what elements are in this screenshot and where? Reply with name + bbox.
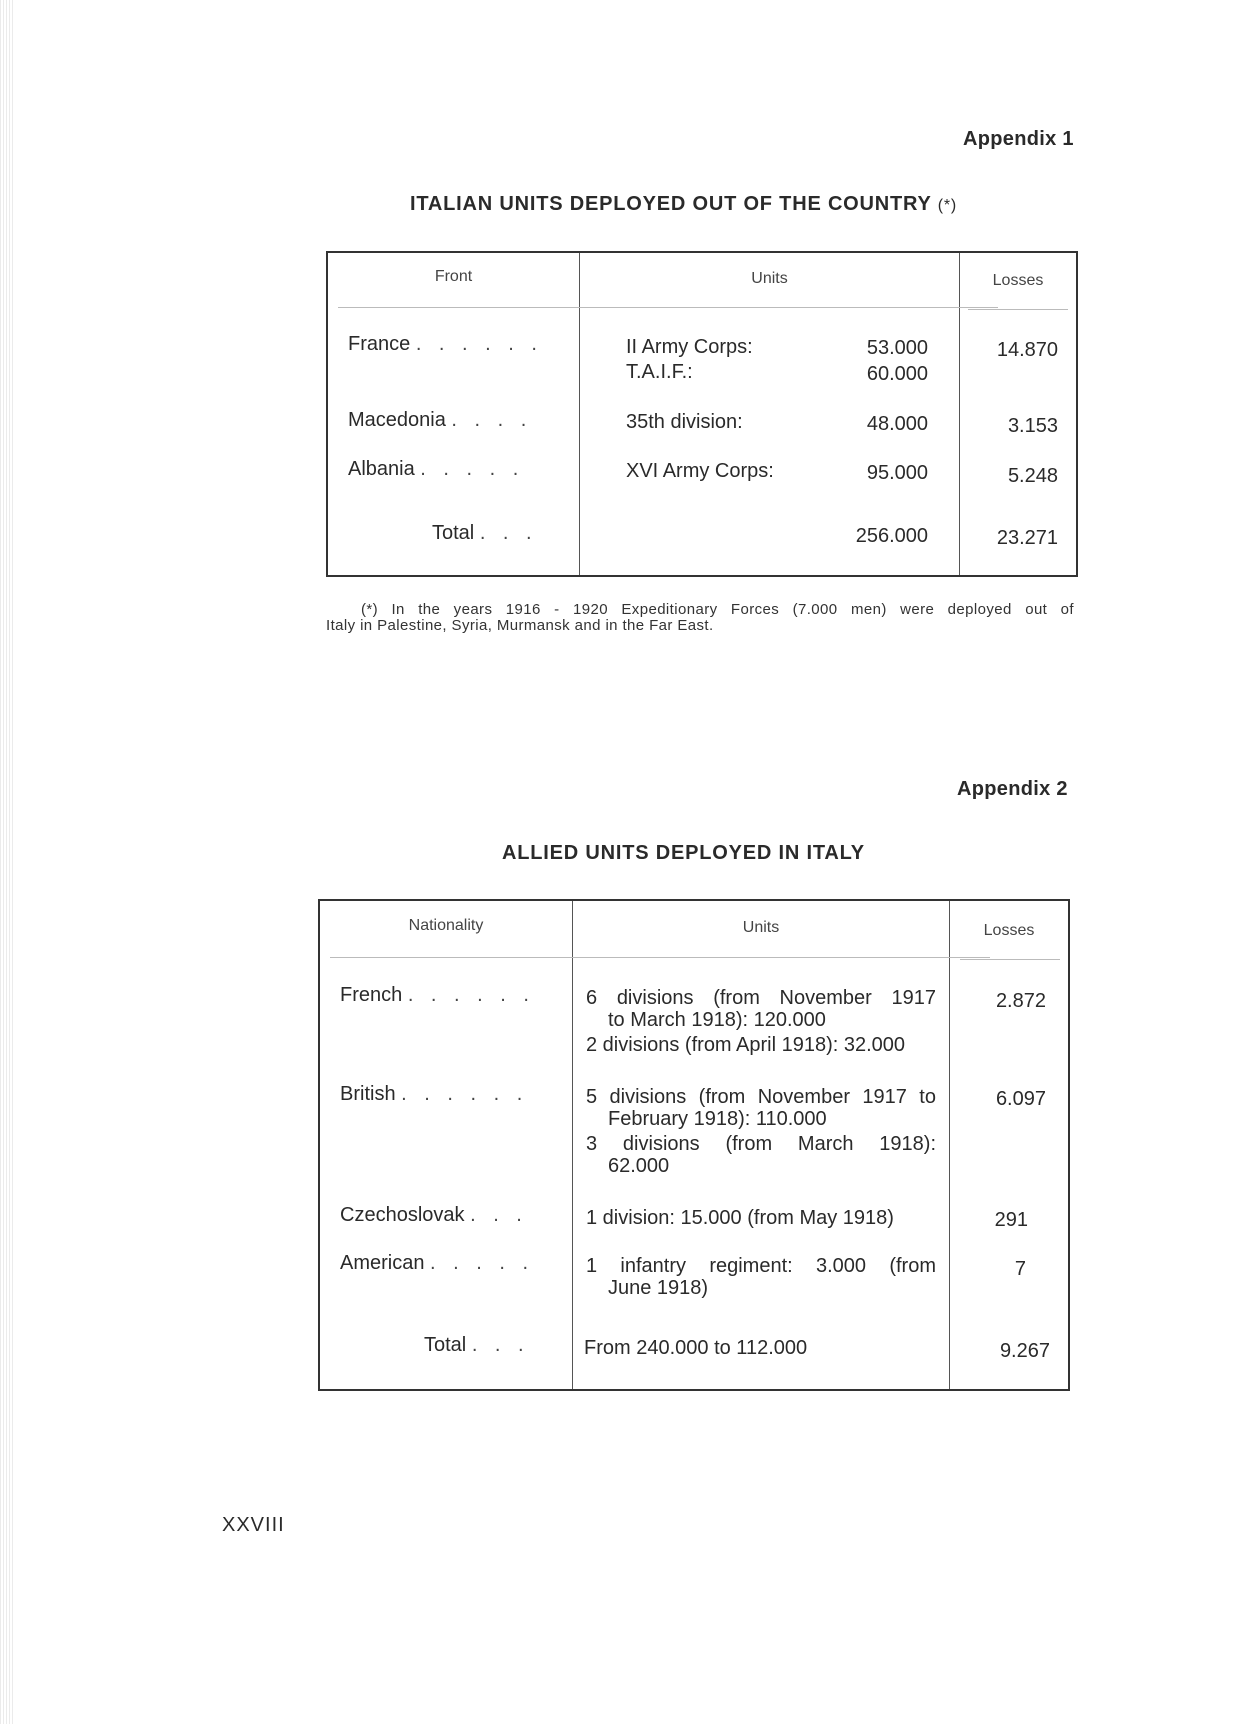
row-front-france: France . . . . . . <box>348 333 543 355</box>
header-nationality: Nationality <box>408 917 484 934</box>
appendix-1-title-mark: (*) <box>937 197 957 214</box>
binding-edge <box>0 0 14 1724</box>
column-divider <box>959 253 960 575</box>
header-losses: Losses <box>992 272 1044 289</box>
unit-value: 60.000 <box>866 363 928 385</box>
header-losses: Losses <box>983 922 1035 939</box>
footnote-line: (*) In the years 1916 - 1920 Expeditionary Forces (7.000 men) were deployed out of <box>361 601 1074 618</box>
units-french: 6 divisions (from November 1917 to March 1918): 120.000 2 divisions (from April 1918): 32.000 <box>586 987 936 1056</box>
losses-value: 14.870 <box>996 339 1058 361</box>
header-underline <box>968 309 1068 310</box>
appendix-1-title <box>410 193 957 216</box>
header-units: Units <box>751 270 788 287</box>
units-american: 1 infantry regiment: 3.000 (from June 1918) <box>586 1255 936 1299</box>
page-number: XXVIII <box>222 1514 285 1536</box>
row-front-albania: Albania . . . . . <box>348 458 525 480</box>
unit-label: 35th division: <box>626 411 743 433</box>
appendix-1-footnote <box>326 602 1074 634</box>
header-underline <box>338 307 998 308</box>
header-underline <box>330 957 990 958</box>
header-units: Units <box>742 919 780 936</box>
header-underline <box>960 959 1060 960</box>
appendix-2-title: ALLIED UNITS DEPLOYED IN ITALY <box>502 842 865 864</box>
italian-units-table <box>326 251 1078 577</box>
unit-label: II Army Corps: <box>626 336 753 358</box>
unit-value: 95.000 <box>866 462 928 484</box>
unit-label: T.A.I.F.: <box>626 361 693 383</box>
appendix-1-title-text: ITALIAN UNITS DEPLOYED OUT OF THE COUNTRY <box>410 193 932 215</box>
allied-units-table <box>318 899 1070 1391</box>
losses-value: 5.248 <box>1007 465 1058 487</box>
footnote-line: Italy in Palestine, Syria, Murmansk and in the Far East. <box>326 617 714 634</box>
total-losses: 23.271 <box>996 527 1058 549</box>
row-nationality-british: British . . . . . . <box>340 1083 529 1105</box>
total-losses: 9.267 <box>999 1340 1050 1362</box>
column-divider <box>949 901 950 1389</box>
units-british: 5 divisions (from November 1917 to February 1918): 110.000 3 divisions (from March 1918): 62.000 <box>586 1086 936 1177</box>
losses-value: 291 <box>994 1209 1028 1231</box>
total-row-label: Total . . . <box>424 1334 530 1356</box>
losses-value: 6.097 <box>995 1088 1046 1110</box>
units-czechoslovak: 1 division: 15.000 (from May 1918) <box>586 1207 894 1229</box>
row-nationality-french: French . . . . . . <box>340 984 535 1006</box>
unit-value: 53.000 <box>866 337 928 359</box>
losses-value: 7 <box>1014 1258 1026 1280</box>
appendix-1-label: Appendix 1 <box>963 128 1074 150</box>
column-divider <box>579 253 580 575</box>
total-row-label: Total . . . <box>432 522 538 544</box>
losses-value: 2.872 <box>995 990 1046 1012</box>
row-nationality-american: American . . . . . <box>340 1252 535 1274</box>
total-units: 256.000 <box>855 525 928 547</box>
header-front: Front <box>434 268 473 285</box>
row-front-macedonia: Macedonia . . . . <box>348 409 533 431</box>
total-units: From 240.000 to 112.000 <box>584 1337 808 1359</box>
losses-value: 3.153 <box>1007 415 1058 437</box>
row-nationality-czechoslovak: Czechoslovak . . . <box>340 1204 528 1226</box>
appendix-2-label: Appendix 2 <box>957 778 1068 800</box>
unit-value: 48.000 <box>866 413 928 435</box>
column-divider <box>572 901 573 1389</box>
unit-label: XVI Army Corps: <box>626 460 774 482</box>
